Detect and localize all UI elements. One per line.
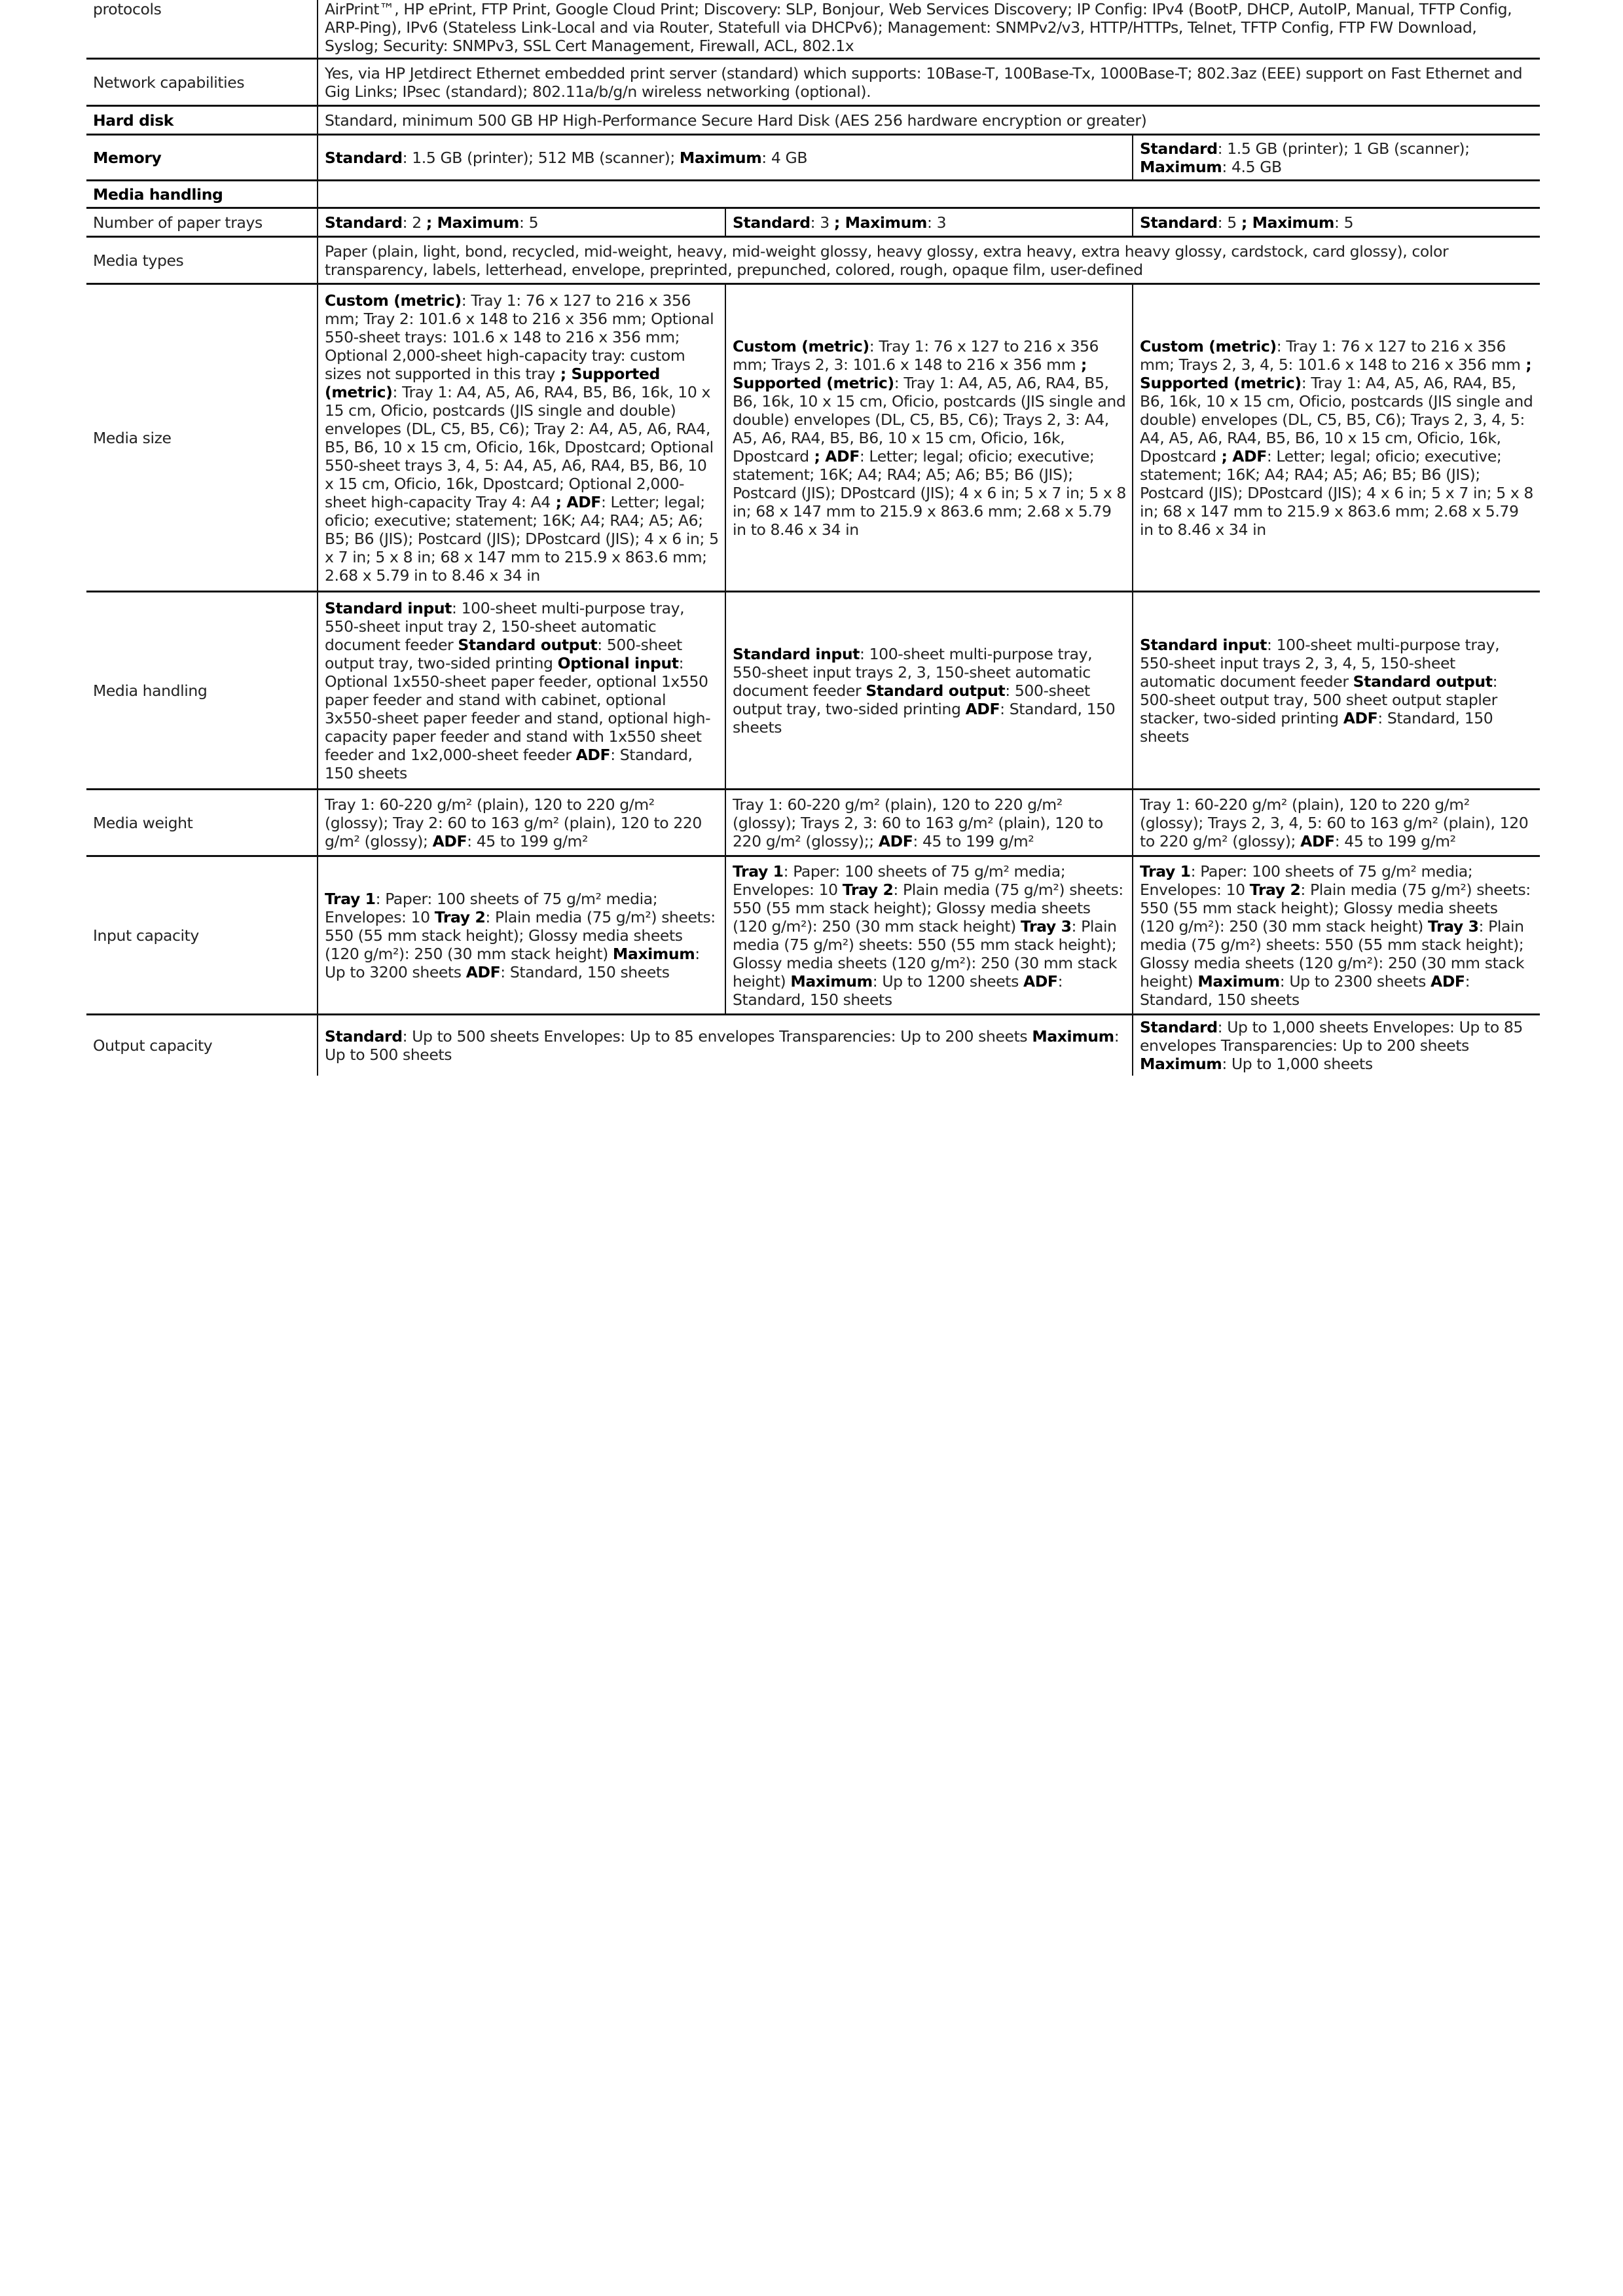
protocols-value: AirPrint™, HP ePrint, FTP Print, Google Cloud Print; Discovery: SLP, Bonjour, Web Services Discovery; IP Config: IPv4 (BootP, DHCP, AutoIP, Manual, TFTP Config, ARP-Ping), IPv6 (Stateless Link-Local and via Router, Statefull via DHCPv6); Management: SNMPv2/v3, HTTP/HTTPs, Telnet, TFTP Config, FTP FW Download, Syslog; Security: SNMPv3, SSL Cert Management, Firewall, ACL, 802.1x — [318, 0, 1540, 59]
row-label: Memory — [86, 135, 318, 181]
input-capacity-value-a: Tray 1: Paper: 100 sheets of 75 g/m² media; Envelopes: 10 Tray 2: Plain media (75 g/m²) sheets: 550 (55 mm stack height); Glossy media sheets (120 g/m²): 250 (30 mm stack height) Maximum: Up to 3200 sheets ADF: Standard, 150 sheets — [318, 856, 725, 1015]
memory-value-a: Standard: 1.5 GB (printer); 512 MB (scanner); Maximum: 4 GB — [318, 135, 1133, 181]
table-row — [86, 1015, 1540, 1076]
network-value: Yes, via HP Jetdirect Ethernet embedded print server (standard) which supports: 10Base-T, 100Base-Tx, 1000Base-T; 802.3az (EEE) support on Fast Ethernet and Gig Links; IPsec (standard); 802.11a/b/g/n wireless networking (optional). — [318, 59, 1540, 106]
spec-table — [86, 0, 1540, 1076]
media-size-value-b: Custom (metric): Tray 1: 76 x 127 to 216 x 356 mm; Trays 2, 3: 101.6 x 148 to 216 x 356 mm ; Supported (metric): Tray 1: A4, A5, A6, RA4, B5, B6, 16k, 10 x 15 cm, Oficio, postcards (JIS single and double) envelopes (DL, C5, B5, C6); Trays 2, 3: A4, A5, A6, RA4, B5, B6, 10 x 15 cm, Oficio, 16k, Dpostcard ; ADF: Letter; legal; oficio; executive; statement; 16K; A4; RA4; A5; A6; B5; B6 (JIS); Postcard (JIS); DPostcard (JIS); 4 x 6 in; 5 x 7 in; 5 x 8 in; 68 x 147 mm to 215.9 x 863.6 mm; 2.68 x 5.79 in to 8.46 x 34 in — [725, 284, 1133, 592]
input-capacity-value-b: Tray 1: Paper: 100 sheets of 75 g/m² media; Envelopes: 10 Tray 2: Plain media (75 g/m²) sheets: 550 (55 mm stack height); Glossy media sheets (120 g/m²): 250 (30 mm stack height) Tray 3: Plain media (75 g/m²) sheets: 550 (55 mm stack height); Glossy media sheets (120 g/m²): 250 (30 mm stack height) Maximum: Up to 1200 sheets ADF: Standard, 150 sheets — [725, 856, 1133, 1015]
table-row — [86, 135, 1540, 181]
media-size-value-c: Custom (metric): Tray 1: 76 x 127 to 216 x 356 mm; Trays 2, 3, 4, 5: 101.6 x 148 to 216 x 356 mm ; Supported (metric): Tray 1: A4, A5, A6, RA4, B5, B6, 16k, 10 x 15 cm, Oficio, postcards (JIS single and double) envelopes (DL, C5, B5, C6); Trays 2, 3, 4, 5: A4, A5, A6, RA4, B5, B6, 10 x 15 cm, Oficio, 16k, Dpostcard ; ADF: Letter; legal; oficio; executive; statement; 16K; A4; RA4; A5; A6; B5; B6 (JIS); Postcard (JIS); DPostcard (JIS); 4 x 6 in; 5 x 7 in; 5 x 8 in; 68 x 147 mm to 215.9 x 863.6 mm; 2.68 x 5.79 in to 8.46 x 34 in — [1133, 284, 1540, 592]
table-row — [86, 59, 1540, 106]
row-label: Media types — [86, 237, 318, 284]
row-label: Input capacity — [86, 856, 318, 1015]
media-weight-value-a: Tray 1: 60-220 g/m² (plain), 120 to 220 g/m² (glossy); Tray 2: 60 to 163 g/m² (plain), 120 to 220 g/m² (glossy); ADF: 45 to 199 g/m² — [318, 790, 725, 856]
trays-value-a: Standard: 2 ; Maximum: 5 — [318, 208, 725, 237]
table-row — [86, 790, 1540, 856]
output-capacity-value-c: Standard: Up to 1,000 sheets Envelopes: Up to 85 envelopes Transparencies: Up to 200 sheets Maximum: Up to 1,000 sheets — [1133, 1015, 1540, 1076]
section-blank — [318, 181, 1540, 208]
table-row — [86, 856, 1540, 1015]
row-label: Network capabilities — [86, 59, 318, 106]
spec-sheet — [86, 0, 1540, 1076]
table-row — [86, 181, 1540, 208]
row-label: Media handling — [86, 592, 318, 790]
trays-value-b: Standard: 3 ; Maximum: 3 — [725, 208, 1133, 237]
table-row — [86, 208, 1540, 237]
media-handling-value-b: Standard input: 100-sheet multi-purpose tray, 550-sheet input trays 2, 3, 150-sheet automatic document feeder Standard output: 500-sheet output tray, two-sided printing ADF: Standard, 150 sheets — [725, 592, 1133, 790]
table-row — [86, 0, 1540, 59]
section-heading: Media handling — [86, 181, 318, 208]
media-size-value-a: Custom (metric): Tray 1: 76 x 127 to 216 x 356 mm; Tray 2: 101.6 x 148 to 216 x 356 mm; Optional 550-sheet trays: 101.6 x 148 to 216 x 356 mm; Optional 2,000-sheet high-capacity tray: custom sizes not supported in this tray ; Supported (metric): Tray 1: A4, A5, A6, RA4, B5, B6, 16k, 10 x 15 cm, Oficio, postcards (JIS single and double) envelopes (DL, C5, B5, C6); Tray 2: A4, A5, A6, RA4, B5, B6, 10 x 15 cm, Oficio, 16k, Dpostcard; Optional 550-sheet trays 3, 4, 5: A4, A5, A6, RA4, B5, B6, 10 x 15 cm, Oficio, 16k, Dpostcard; Optional 2,000-sheet high-capacity Tray 4: A4 ; ADF: Letter; legal; oficio; executive; statement; 16K; A4; RA4; A5; A6; B5; B6 (JIS); Postcard (JIS); DPostcard (JIS); 4 x 6 in; 5 x 7 in; 5 x 8 in; 68 x 147 mm to 215.9 x 863.6 mm; 2.68 x 5.79 in to 8.46 x 34 in — [318, 284, 725, 592]
media-handling-value-c: Standard input: 100-sheet multi-purpose tray, 550-sheet input trays 2, 3, 4, 5, 150-sheet automatic document feeder Standard output: 500-sheet output tray, 500 sheet output stapler stacker, two-sided printing ADF: Standard, 150 sheets — [1133, 592, 1540, 790]
row-label: Hard disk — [86, 106, 318, 135]
row-label: Number of paper trays — [86, 208, 318, 237]
memory-value-c: Standard: 1.5 GB (printer); 1 GB (scanner); Maximum: 4.5 GB — [1133, 135, 1540, 181]
hard-disk-value: Standard, minimum 500 GB HP High-Performance Secure Hard Disk (AES 256 hardware encryption or greater) — [318, 106, 1540, 135]
media-weight-value-c: Tray 1: 60-220 g/m² (plain), 120 to 220 g/m² (glossy); Trays 2, 3, 4, 5: 60 to 163 g/m² (plain), 120 to 220 g/m² (glossy); ADF: 45 to 199 g/m² — [1133, 790, 1540, 856]
row-label: Media size — [86, 284, 318, 592]
table-row — [86, 592, 1540, 790]
table-row — [86, 237, 1540, 284]
media-handling-value-a: Standard input: 100-sheet multi-purpose tray, 550-sheet input tray 2, 150-sheet automatic document feeder Standard output: 500-sheet output tray, two-sided printing Optional input: Optional 1x550-sheet paper feeder, optional 1x550 paper feeder and stand with cabinet, optional 3x550-sheet paper feeder and stand, optional high-capacity paper feeder and stand with 1x550 sheet feeder and 1x2,000-sheet feeder ADF: Standard, 150 sheets — [318, 592, 725, 790]
row-label: protocols — [86, 0, 318, 59]
row-label: Media weight — [86, 790, 318, 856]
media-weight-value-b: Tray 1: 60-220 g/m² (plain), 120 to 220 g/m² (glossy); Trays 2, 3: 60 to 163 g/m² (plain), 120 to 220 g/m² (glossy);; ADF: 45 to 199 g/m² — [725, 790, 1133, 856]
row-label: Output capacity — [86, 1015, 318, 1076]
table-row — [86, 284, 1540, 592]
output-capacity-value-ab: Standard: Up to 500 sheets Envelopes: Up to 85 envelopes Transparencies: Up to 200 sheets Maximum: Up to 500 sheets — [318, 1015, 1133, 1076]
input-capacity-value-c: Tray 1: Paper: 100 sheets of 75 g/m² media; Envelopes: 10 Tray 2: Plain media (75 g/m²) sheets: 550 (55 mm stack height); Glossy media sheets (120 g/m²): 250 (30 mm stack height) Tray 3: Plain media (75 g/m²) sheets: 550 (55 mm stack height); Glossy media sheets (120 g/m²): 250 (30 mm stack height) Maximum: Up to 2300 sheets ADF: Standard, 150 sheets — [1133, 856, 1540, 1015]
media-types-value: Paper (plain, light, bond, recycled, mid-weight, heavy, mid-weight glossy, heavy glossy, extra heavy, extra heavy glossy, cardstock, card glossy), color transparency, labels, letterhead, envelope, preprinted, prepunched, colored, rough, opaque film, user-defined — [318, 237, 1540, 284]
trays-value-c: Standard: 5 ; Maximum: 5 — [1133, 208, 1540, 237]
table-row — [86, 106, 1540, 135]
